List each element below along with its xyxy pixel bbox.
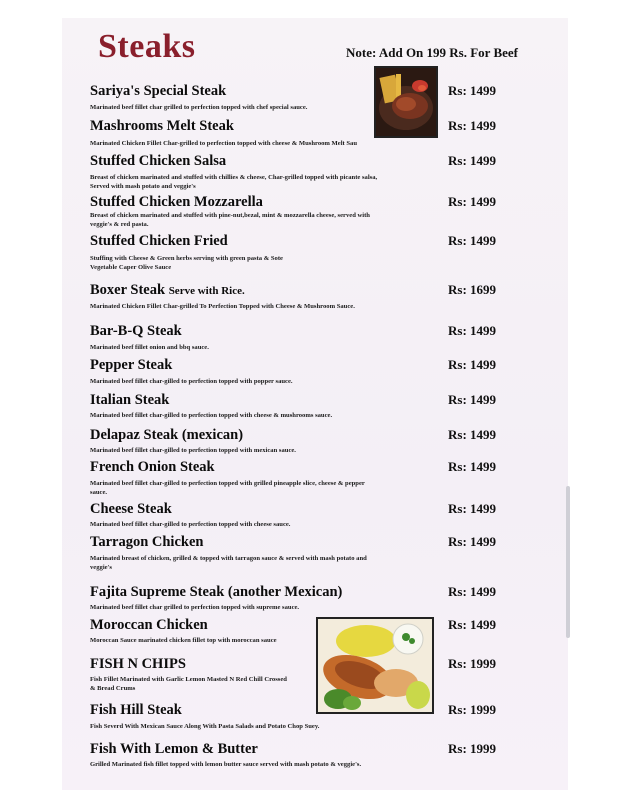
item-name: Moroccan Chicken	[90, 617, 208, 633]
item-price: Rs: 1699	[448, 282, 497, 297]
item-price: Rs: 1499	[448, 501, 497, 516]
grilled-fish-image	[318, 619, 432, 712]
item-name: Cheese Steak	[90, 501, 172, 517]
item-name: Tarragon Chicken	[90, 534, 204, 550]
item-price: Rs: 1499	[448, 392, 497, 407]
grilled-fish-photo	[316, 617, 434, 714]
item-price: Rs: 1499	[448, 534, 497, 549]
item-name: Sariya's Special Steak	[90, 83, 227, 99]
item-name: Pepper Steak	[90, 357, 173, 373]
item-desc: Marinated beef fillet char-gilled to perfection topped with cheese & mushrooms sauce.	[90, 412, 333, 419]
item-price: Rs: 1499	[448, 357, 497, 372]
item-name: French Onion Steak	[90, 459, 215, 475]
menu-title: Steaks	[98, 28, 196, 65]
item-desc: Marinated beef fillet char-gilled to perfection topped with mexican sauce.	[90, 447, 296, 454]
item-price: Rs: 1499	[448, 323, 497, 338]
scrollbar[interactable]	[566, 486, 570, 638]
item-price: Rs: 1499	[448, 118, 497, 133]
item-name: Stuffed Chicken Salsa	[90, 153, 227, 169]
item-price: Rs: 1499	[448, 233, 497, 248]
beef-note: Note: Add On 199 Rs. For Beef	[346, 45, 519, 60]
item-desc: Marinated beef fillet onion and bbq sauce.	[90, 344, 209, 351]
item-desc: Fish Fillet Marinated with Garlic Lemon Masted N Red Chill Crossed & Bread Crums	[90, 676, 287, 692]
item-name: Italian Steak	[90, 392, 170, 408]
item-price: Rs: 1499	[448, 427, 497, 442]
item-desc: Breast of chicken marinated and stuffed with pine-nut,bezal, mint & mozzarella cheese, served with veggie's & red pasta.	[90, 212, 370, 228]
item-price: Rs: 1499	[448, 584, 497, 599]
item-name-suffix: Serve with Rice.	[168, 285, 245, 297]
item-name: Delapaz Steak (mexican)	[90, 427, 244, 443]
item-price: Rs: 1999	[448, 702, 497, 717]
steak-image	[376, 68, 436, 136]
item-price: Rs: 1499	[448, 617, 497, 632]
item-desc: Marinated beef fillet char-gilled to perfection topped with cheese sauce.	[90, 521, 291, 528]
item-name: FISH N CHIPS	[90, 656, 186, 672]
item-name: Bar-B-Q Steak	[90, 323, 182, 339]
item-name: Fish Hill Steak	[90, 702, 182, 718]
item-price: Rs: 1499	[448, 459, 497, 474]
item-desc: Moroccan Sauce marinated chicken fillet top with moroccan sauce	[90, 637, 277, 644]
item-desc: Breast of chicken marinated and stuffed with chillies & cheese, Char-grilled topped with picante salsa, Served with mash potato and veggie's	[90, 174, 378, 190]
item-desc: Marinated Chicken Fillet Char-grilled To Perfection Topped with Cheese & Mushroom Sauce.	[90, 303, 355, 310]
item-price: Rs: 1999	[448, 656, 497, 671]
item-desc: Marinated breast of chicken, grilled & topped with tarragon sauce & served with mash potato and veggie's	[90, 555, 367, 571]
item-name: Stuffed Chicken Fried	[90, 233, 228, 249]
item-price: Rs: 1499	[448, 194, 497, 209]
item-name: Mashrooms Melt Steak	[90, 118, 234, 134]
item-desc: Fish Severd With Mexican Sauce Along With Pasta Salads and Potato Chop Suey.	[90, 723, 320, 730]
item-price: Rs: 1499	[448, 153, 497, 168]
item-desc: Marinated beef fillet char grilled to perfection topped with chef special sauce.	[90, 104, 308, 111]
item-desc: Marinated beef fillet char grilled to perfection topped with supreme sauce.	[90, 604, 300, 611]
item-desc: Grilled Marinated fish fillet topped with lemon butter sauce served with mash potato & veggie's.	[90, 761, 362, 768]
item-desc: Marinated beef fillet char-gilled to perfection topped with popper sauce.	[90, 378, 293, 385]
item-desc: Stuffing with Cheese & Green herbs serving with green pasta & Sote Vegetable Caper Olive Sauce	[90, 255, 283, 271]
item-name	[90, 282, 245, 299]
item-name: Fajita Supreme Steak (another Mexican)	[90, 584, 343, 600]
item-desc: Marinated beef fillet char-gilled to perfection topped with grilled pineapple slice, cheese & pepper sauce.	[90, 480, 365, 496]
item-name: Fish With Lemon & Butter	[90, 741, 258, 757]
item-desc: Marinated Chicken Fillet Char-grilled to perfection topped with cheese & Mushroom Melt Sau	[90, 140, 358, 147]
item-price: Rs: 1499	[448, 83, 497, 98]
item-price: Rs: 1999	[448, 741, 497, 756]
steak-photo	[374, 66, 438, 138]
item-name: Stuffed Chicken Mozzarella	[90, 194, 263, 210]
item-name-text: Boxer Steak	[90, 282, 166, 298]
